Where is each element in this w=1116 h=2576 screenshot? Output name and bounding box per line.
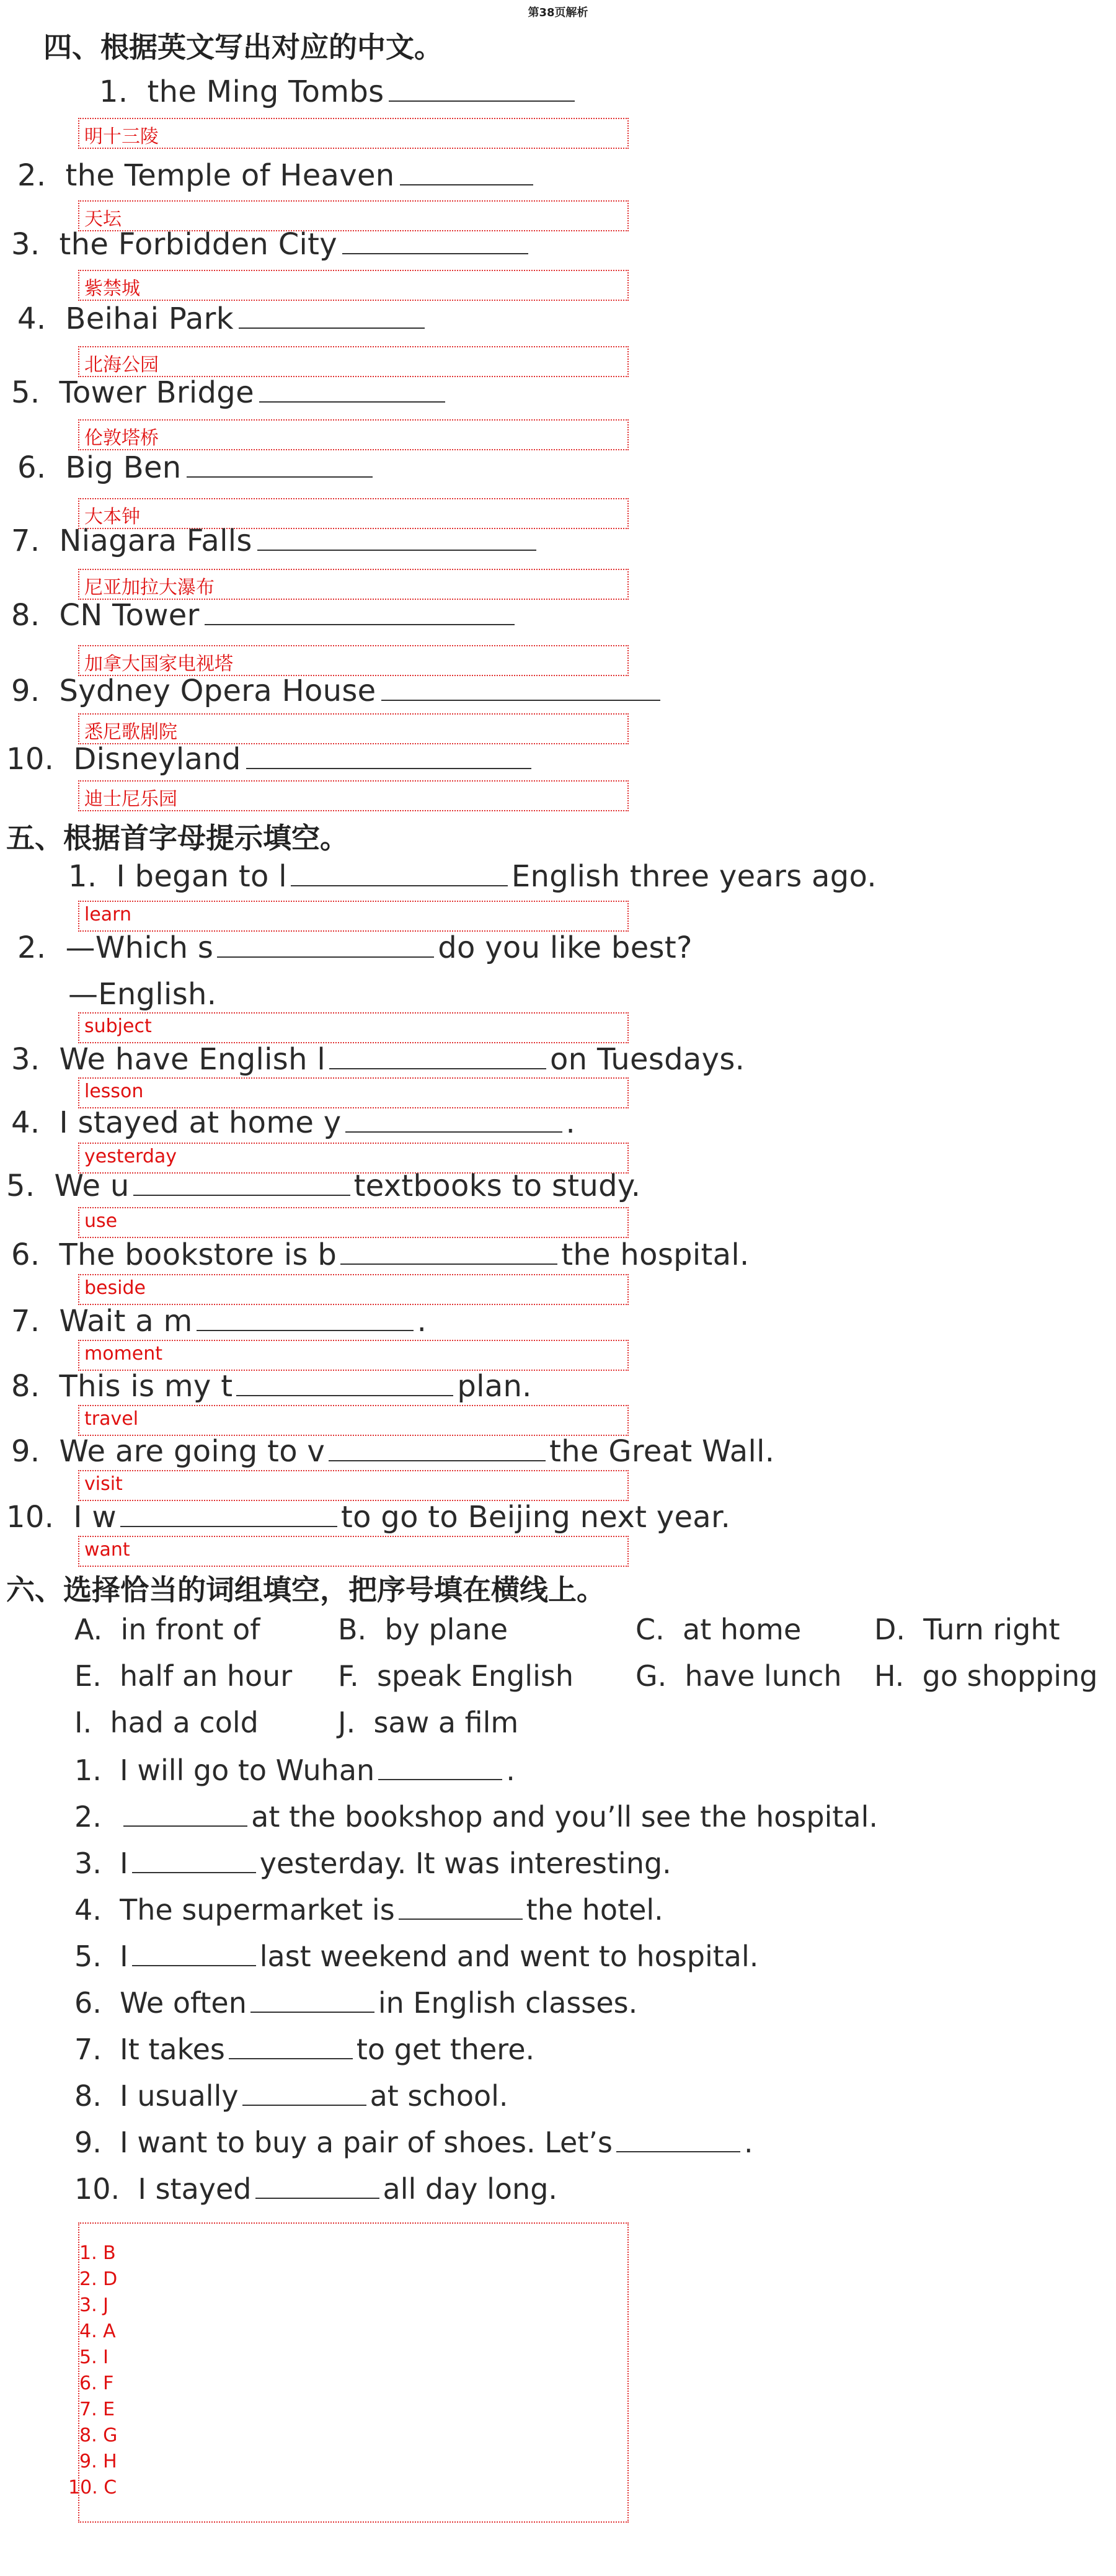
s6-question [74,1893,663,1927]
question-text: Sydney Opera House [59,674,376,708]
blank-line [120,1501,337,1527]
s4-question [11,524,536,558]
blank-line [257,525,536,551]
blank-line [205,599,515,625]
option-text: go shopping [922,1659,1098,1693]
question-text: all day long. [383,2172,558,2206]
answer-text: 尼亚加拉大瀑布 [84,577,215,599]
answer-key-item: 7. E [79,2399,115,2420]
answer-box [78,1077,629,1108]
question-number: 3. [11,1042,40,1077]
option [636,1659,842,1693]
question-number: 5. [11,375,40,410]
question-text: The bookstore is b [59,1237,337,1272]
question-number: 9. [11,674,40,708]
answer-box [78,1405,629,1436]
question-text: . [565,1105,576,1140]
answer-text: yesterday [84,1146,177,1167]
question-text: at school. [370,2079,508,2113]
question-number: 4. [17,301,46,336]
s4-question [99,74,575,109]
section4-title: 四、根据英文写出对应的中文。 [43,30,443,64]
question-number: 7. [11,1304,40,1339]
question-number: 8. [74,2079,102,2113]
option [74,1706,259,1739]
section5-title: 五、根据首字母提示填空。 [6,821,348,855]
s5-question [11,1304,427,1339]
answer-text: 加拿大国家电视塔 [84,653,233,675]
answer-box [78,346,629,377]
question-text: I stayed at home y [59,1105,342,1140]
answer-text: 伦敦塔桥 [84,427,159,449]
question-text: I will go to Wuhan [120,1754,375,1787]
answer-text: want [84,1539,130,1561]
s6-question [74,2033,534,2066]
answer-text: 天坛 [84,208,122,230]
question-text: the Temple of Heaven [65,158,395,193]
s5-question [11,1042,745,1077]
option-text: had a cold [110,1706,259,1739]
question-number: 2. [74,1800,102,1834]
s5-question [11,1237,750,1272]
question-text: The supermarket is [120,1893,395,1927]
question-text: I w [73,1500,117,1535]
question-text: Beihai Park [65,301,234,336]
question-text: on Tuesdays. [550,1042,745,1077]
blank-line [616,2126,740,2152]
question-text: the Ming Tombs [147,74,384,109]
blank-line [197,1305,414,1331]
option-text: saw a film [373,1706,519,1739]
question-number: 2. [17,158,46,193]
answer-text: 悉尼歌剧院 [84,721,177,743]
s5-response: —English. [68,977,217,1012]
question-text: at the bookshop and you’ll see the hospital. [251,1800,878,1834]
answer-text: beside [84,1277,146,1299]
question-number: 8. [11,1369,40,1404]
question-text: I want to buy a pair of shoes. Let’s [120,2126,613,2159]
blank-line [236,1370,453,1396]
answer-key-item: 6. F [79,2373,114,2394]
s4-question [17,450,373,485]
question-text: I [120,1940,128,1973]
blank-line [229,2033,353,2059]
blank-line [246,743,531,769]
question-text: We are going to v [59,1434,326,1469]
blank-line [187,452,373,478]
answer-box [78,419,629,450]
blank-line [242,2080,366,2106]
answer-text: moment [84,1343,163,1365]
option [338,1659,574,1693]
question-text: Disneyland [73,742,241,777]
answer-text: 紫禁城 [84,278,140,300]
question-text: the hospital. [561,1237,750,1272]
question-number: 1. [68,859,97,894]
question-number: 2. [17,930,46,965]
question-text: I began to l [116,859,287,894]
s6-question [74,1940,758,1973]
question-number: 1. [99,74,128,109]
answer-key-item: 1. B [79,2242,116,2264]
blank-line [329,1435,546,1461]
answer-box [78,270,629,301]
blank-line [259,377,445,403]
option [74,1659,292,1693]
blank-line [291,860,508,886]
answer-key-item: 2. D [79,2268,118,2290]
answer-box [78,1207,629,1238]
question-number: 10. [6,742,55,777]
s4-question [11,227,528,262]
option-text: Turn right [923,1613,1060,1646]
question-text: This is my t [59,1369,233,1404]
question-text: the Great Wall. [549,1434,775,1469]
question-text: CN Tower [59,598,200,633]
blank-line [399,1894,523,1920]
answer-text: subject [84,1015,152,1037]
s4-question [11,674,660,708]
option [74,1613,260,1646]
option-letter: H. [874,1659,905,1693]
option-letter: J. [338,1706,356,1739]
option-text: in front of [120,1613,260,1646]
blank-line [389,76,575,102]
blank-line [340,1239,557,1265]
question-number: 6. [11,1237,40,1272]
answer-box [78,1274,629,1305]
question-text: textbooks to study. [353,1169,641,1203]
option-text: speak English [376,1659,574,1693]
question-number: 10. [74,2172,120,2206]
answer-text: 迪士尼乐园 [84,788,177,810]
answer-text: travel [84,1408,139,1430]
option-text: half an hour [119,1659,293,1693]
question-number: 1. [74,1754,102,1787]
s5-question [17,930,693,965]
s6-question [74,2126,753,2159]
answer-box [78,118,629,149]
question-text: last weekend and went to hospital. [259,1940,759,1973]
question-text: the hotel. [526,1893,663,1927]
question-number: 6. [74,1986,102,2020]
s5-question [11,1434,774,1469]
answer-key-item: 3. J [79,2294,109,2316]
blank-line [342,228,528,254]
question-text: It takes [120,2033,225,2066]
s6-question [74,1800,878,1834]
option-text: by plane [384,1613,508,1646]
question-text: We u [54,1169,130,1203]
question-text: Niagara Falls [59,524,252,558]
s6-question [74,1847,671,1880]
question-text: We have English l [59,1042,326,1077]
question-text: do you like best? [438,930,693,965]
question-text: I stayed [138,2172,252,2206]
option-letter: C. [636,1613,665,1646]
option [338,1613,508,1646]
question-text: yesterday. It was interesting. [259,1847,671,1880]
blank-line [329,1043,546,1069]
question-text: Tower Bridge [59,375,254,410]
blank-line [255,2173,379,2199]
question-number: 4. [74,1893,102,1927]
question-text: Wait a m [59,1304,193,1339]
option-letter: A. [74,1613,103,1646]
question-text: . [417,1304,427,1339]
answer-key-item: 5. I [79,2346,109,2368]
question-text: English three years ago. [511,859,877,894]
question-text: to get there. [356,2033,535,2066]
blank-line [400,159,533,185]
answer-key-item: 8. G [79,2425,118,2446]
answer-key-item: 9. H [79,2451,117,2472]
answer-box [78,901,629,932]
answer-box [78,1012,629,1043]
s4-question [11,375,445,410]
question-text: —Which s [65,930,214,965]
answer-box [78,1470,629,1501]
question-text: . [506,1754,515,1787]
question-text: I [120,1847,128,1880]
option-text: have lunch [684,1659,842,1693]
option-letter: I. [74,1706,92,1739]
blank-line [132,1847,256,1873]
s4-question [6,742,531,777]
question-number: 5. [6,1169,35,1203]
question-number: 3. [74,1847,102,1880]
blank-line [378,1754,502,1780]
option [636,1613,801,1646]
option-text: at home [683,1613,802,1646]
question-number: 5. [74,1940,102,1973]
blank-line [381,675,660,701]
blank-line [345,1107,562,1133]
question-text: in English classes. [378,1986,638,2020]
blank-line [217,932,434,958]
question-text: Big Ben [65,450,182,485]
answer-text: 大本钟 [84,506,140,528]
option-letter: F. [338,1659,359,1693]
page-header: 第38页解析 [528,6,588,19]
s5-question [6,1169,640,1203]
s6-question [74,1986,637,2020]
question-number: 7. [74,2033,102,2066]
question-text: the Forbidden City [59,227,337,262]
blank-line [133,1170,350,1196]
s6-question [74,2172,557,2206]
answer-text: learn [84,904,131,925]
s6-question [74,2079,508,2113]
answer-text: 明十三陵 [84,126,159,148]
answer-key-item: 4. A [79,2320,116,2342]
s4-question [17,301,425,336]
question-text: to go to Beijing next year. [340,1500,731,1535]
answer-box [78,645,629,676]
section6-title: 六、选择恰当的词组填空，把序号填在横线上。 [6,1573,605,1607]
option [338,1706,518,1739]
s6-question [74,1754,515,1787]
blank-line [132,1940,256,1966]
s5-question [68,859,877,894]
question-text: I usually [120,2079,239,2113]
question-number: 6. [17,450,46,485]
answer-box [78,780,629,811]
answer-text: visit [84,1473,123,1495]
s5-question [11,1105,575,1140]
answer-text: lesson [84,1081,144,1102]
option-letter: D. [874,1613,906,1646]
answer-box [78,569,629,600]
blank-line [239,303,425,329]
question-number: 9. [74,2126,102,2159]
s5-question [11,1369,532,1404]
question-number: 8. [11,598,40,633]
s5-question [6,1500,730,1535]
answer-box [78,1536,629,1567]
option-letter: B. [338,1613,367,1646]
blank-line [250,1987,374,2013]
question-text: We often [120,1986,247,2020]
s4-question [17,158,533,193]
s4-question [11,598,515,633]
question-number: 10. [6,1500,55,1535]
question-text: plan. [457,1369,532,1404]
option [874,1613,1060,1646]
question-number: 3. [11,227,40,262]
option [874,1659,1097,1693]
answer-box [78,713,629,744]
option-letter: E. [74,1659,102,1693]
question-text: . [743,2126,753,2159]
answer-text: 北海公园 [84,354,159,376]
answer-text: use [84,1210,118,1232]
option-letter: G. [636,1659,667,1693]
answer-box [78,1340,629,1371]
blank-line [123,1801,247,1827]
question-number: 9. [11,1434,40,1469]
answer-key-item: 10. C [68,2477,117,2498]
question-number: 4. [11,1105,40,1140]
question-number: 7. [11,524,40,558]
answer-key-box [68,2222,629,2523]
